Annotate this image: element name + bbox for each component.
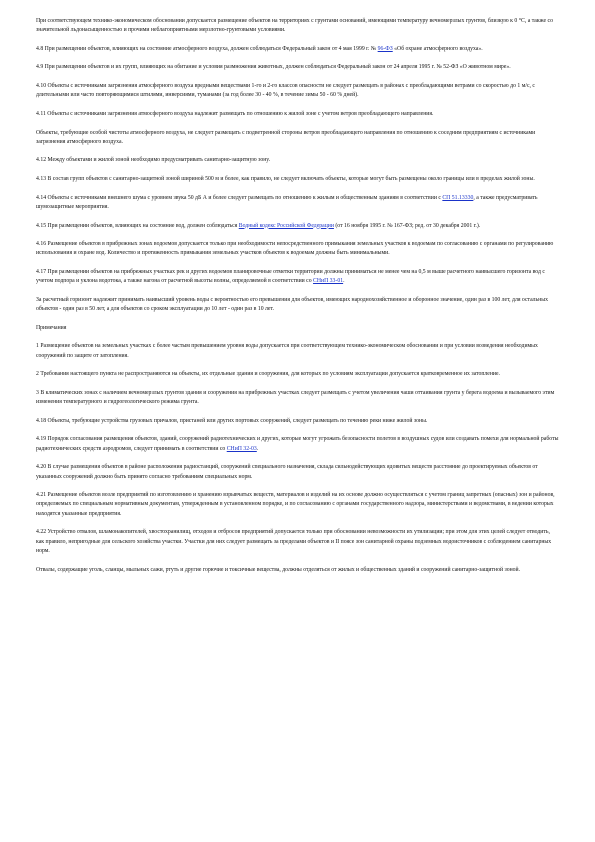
paragraph [36,17,559,36]
paragraph-text: , а также предусматривать шумозащитные мероприятия. [36,194,538,210]
paragraph [36,389,559,408]
paragraph-text: . [256,445,259,452]
paragraph [36,175,559,184]
document-link[interactable]: Водный кодекс Российской Федерации [238,222,334,229]
paragraph-text: 4.19 Порядок согласования размещения объектов, зданий, сооружений радиотехнических и других, которые могут угрожать безопасности полетов в воздушных судов или создавать помехи для нормальной работы радиотехнических средств аэродромов, следует принимать в соответствии со [36,436,559,452]
paragraph [36,156,559,165]
paragraph-text: 4.22 Устройство отвалов, шламонакопителей, хвостохранилищ, отходов и отбросов предприятий допускается только при обосновании невозможности их утилизации; при этом для этих целей следует отводить, как правило, непригодные для сельского хозяйства участки. Участки для них следует размещать за пределами объектов и II поясе зон санитарной охраны подземных водоисточников с соблюдением санитарных норм. [36,529,552,554]
paragraph [36,222,559,231]
paragraph-text: 4.11 Объекты с источниками загрязнения атмосферного воздуха надлежит размещать по отношению к жилой зоне с учетом ветров преобладающего направления. [36,110,434,117]
paragraph [36,296,559,315]
paragraph-text: 4.15 При размещении объектов, влияющих на состояние вод, должен соблюдаться [36,222,239,229]
paragraph [36,435,559,454]
paragraph-text: 3 В климатических зонах с наличием вечномерзлых грунтов здания и сооружения на прибрежных участках следует размещать с учетом увеличения чаши оттаивания грунта у берега водоема и вызываемого этим изменения температурного и гидрогеологического режима грунта. [36,389,555,406]
document-link[interactable]: СП 51.13330 [442,194,474,201]
paragraph [36,110,559,119]
paragraph [36,45,559,54]
paragraph-text: 4.9 При размещении объектов и их групп, влияющих на обитание и условия размножения животных, должен соблюдаться Федеральный закон от 24 апреля 1995 г. № 52-ФЗ «О животном мире». [36,64,511,71]
paragraph [36,342,559,361]
paragraph-text: 4.14 Объекты с источниками внешнего шума с уровнем звука 50 дБ А и более следует размещать по отношению к жилым и общественным зданиям в соответствии с [36,194,443,201]
paragraph [36,370,559,379]
paragraph-text: 2 Требования настоящего пункта не распространяются на объекты, их отдельные здания и сооружения, для которых по условиям эксплуатации допускается кратковременное их затопление. [36,371,500,378]
paragraph-text: 4.8 При размещении объектов, влияющих на состояние атмосферного воздуха, должен соблюдаться Федеральный закон от 4 мая 1999 г. № [36,45,378,52]
document-link[interactable]: СНиП 32-03 [226,445,257,452]
paragraph-text: Объекты, требующие особой чистоты атмосферного воздуха, не следует размещать с подветренной стороны ветров преобладающего направления по отношению к соседним предприятиям с источниками загрязнения атмосферного воздуха. [36,129,536,145]
paragraph-text: Примечания [36,324,67,331]
section-heading [36,324,559,333]
paragraph [36,491,559,519]
document-link[interactable]: 96-ФЗ [377,45,393,52]
paragraph-text: «Об охране атмосферного воздуха». [392,45,483,52]
paragraph-text: 1 Размещение объектов на земельных участках с более частым превышением уровня воды допускается при соответствующем технико-экономическом обосновании и при условии возведения необходимых сооружений по защите от затопления. [36,343,538,359]
paragraph-text: 4.13 В состав групп объектов с санитарно-защитной зоной шириной 500 м и более, как правило, не следует включать объекты, которые могут быть размещены около границы или в пределах жилой зоны. [36,176,535,183]
paragraph [36,268,559,287]
paragraph-text: 4.18 Объекты, требующие устройства грузовых причалов, пристаней или других портовых сооружений, следует размещать по течению реки ниже жилой зоны. [36,417,428,424]
paragraph-text: 4.16 Размещение объектов в прибрежных зонах водоемов допускается только при необходимости непосредственного примыкания земельных участков к водоемам по согласованию с органами по регулированию использования и охране вод. Количество и протяженность примыкания земельных участков объектов к водоемам должны быть минимальными. [36,241,554,257]
paragraph-text: (от 16 ноября 1995 г. № 167-ФЗ; ред. от 30 декабря 2001 г.). [333,222,481,229]
paragraph [36,194,559,213]
paragraph [36,463,559,482]
paragraph [36,240,559,259]
paragraph-text: 4.17 При размещении объектов на прибрежных участках рек и других водоемов планировочные отметки территории должны приниматься не менее чем на 0,5 м выше расчетного наивысшего горизонта вод с учетом подпора и уклона водотока, а также нагона от расчетной высоты волны, определяемой в соответствии со [36,269,545,285]
paragraph-text: 4.12 Между объектами и жилой зоной необходимо предусматривать санитарно-защитную зону. [36,157,271,164]
paragraph [36,417,559,426]
paragraph [36,82,559,101]
paragraph-text: 4.20 В случае размещения объектов в районе расположения радиостанций, сооружений специального назначения, склада сильнодействующих ядовитых веществ расстояние до проектируемых объектов от указанных сооружений должно быть принято согласно требованиям специальных норм. [36,464,538,480]
paragraph [36,528,559,556]
paragraph-text: 4.10 Объекты с источниками загрязнения атмосферного воздуха вредными веществами 1-го и 2-го классов опасности не следует размещать в районах с преобладающими ветрами со скоростью до 1 м/с, с длительными или часто повторяющимися штилями, инверсиями, туманами (за год более 30 - 40 %, в течение зимы 50 - 60 % дней). [36,83,535,99]
paragraph-text: . [343,278,345,285]
paragraph-text: За расчетный горизонт надлежит принимать наивысший уровень воды с вероятностью его превышения для объектов, имеющих народнохозяйственное и оборонное значение, один раз в 100 лет, для остальных объектов - один раз в 50 лет, а для объектов со сроком эксплуатации до 10 лет - один раз в 10 лет. [36,296,548,313]
document-link[interactable]: СНиП 33-01 [313,278,344,285]
paragraph [36,63,559,72]
paragraph [36,129,559,148]
paragraph [36,566,559,575]
paragraph-text: 4.21 Размещение объектов возле предприятий по изготовлению и хранению взрывчатых веществ, материалов и изделий на их основе должно осуществляться с учетом границ запретных (опасных) зон и районов, определяемых по специальным нормативным документам, утвержденным в установленном порядке, и по согласованию с органами государственного надзора, министерствами и ведомствами, в ведении которых находятся указанные предприятия. [36,492,555,517]
paragraph-text: Отвалы, содержащие уголь, сланцы, мыльных сажи, ртуть и другие горючие и токсичные вещества, должны отделяться от жилых и общественных зданий и сооружений санитарно-защитной зоной. [36,566,521,573]
paragraph-text: При соответствующем технико-экономическом обосновании допускается размещение объектов на территориях с грунтами оснований, имеющими температуру вечномерзлых грунтов, близкую к 0 °С, а также со значительной льдонасыщенностью и прочими неблагоприятными мерзлотно-грунтовыми условиями. [36,18,553,34]
